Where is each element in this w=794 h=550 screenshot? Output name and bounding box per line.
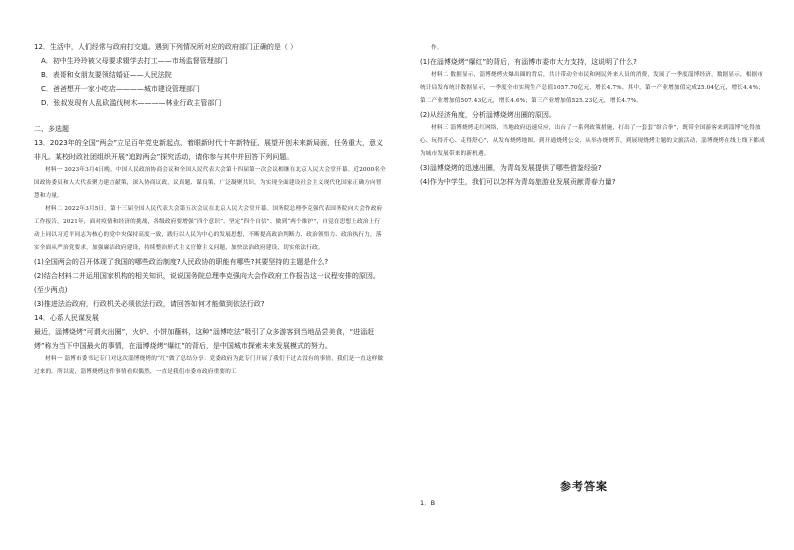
question-13-sub-2: (2)结合材料二并运用国家机构的相关知识，说说国务院总理李克强向大会作政府工作报告这一议程安排的原因。(至少两点) — [34, 272, 380, 294]
question-14-material-1: 材料一 淄博市委书记专门对这次淄博烧烤的“红”做了总结分享：党委政府为此专门开展了我们干过去没有的事情，我们是一直这样做过来的。所以说，淄博烧烤这件事情看似偶然，一直是我们市委市政府重要的工 — [34, 356, 384, 375]
question-13-intro: 13．2023年的全国“两会”立足百年党史新起点、着眼新时代十年新特征、展望开创未来新局面，任务重大，意义非凡。某校时政社团组织开展“追踪两会”探究活动，请你参与其中并回答下列问题。 — [34, 139, 383, 161]
question-14-sub-2: (2)从经济角度，分析淄博烧烤出圈的原因。 — [420, 111, 556, 119]
answer-1: 1．B — [420, 499, 436, 507]
question-13-material-1: 材料一 2023年3月4日晚，中国人民政治协商会议和全国人民代表大会第十四届第一次会议相继在北京人民大会堂开幕。近2000名全国政协委员和人大代表聚力建言献策，深入协商议政，议真题、谋良策，广泛凝聚共识，为实现全面建设社会主义现代化国家正确方向智慧和力量。 — [34, 167, 386, 199]
question-14-sub-1: (1)在淄博烧烤“爆红”的背后，有淄博市委市大力支持，这说明了什么? — [420, 58, 637, 66]
question-14-material-1-continued: 作。 — [431, 45, 443, 51]
question-13-material-2: 材料二 2022年3月5日，第十三届全国人民代表大会第五次会议在北京人民大会堂开幕。国务院总理李克强代表国务院向大会作政府工作报告。2021年，面对疫情和经济的挑战，各级政府要增强“四个意识”、坚定“四个自信”、做到“两个维护”，自觉在思想上政治上行动上同以习近平同志为核心的党中央保持高度一致，践行以人民为中心的发展思想，不断提高政治判断力、政治领悟力、政治执行力，落实全面从严治党要求，加强廉洁政府建设，持续整治形式主义官僚主义问题，加快法治政府建设，切实依法行政。 — [34, 206, 383, 251]
question-14-title: 14．心系人民谋发展 — [34, 314, 99, 322]
question-12: 12．生活中，人们经常与政府打交道。遇到下列情况所对应的政府部门正确的是（ ） — [34, 43, 298, 51]
question-14-intro: 最近，淄博烧烤“可谓火出圈”，火炉、小饼加蘸料，这种“淄博吃法”吸引了众多游客到当地品尝美食，“进淄赶烤”称为当下中国最火的事情，在淄博烧烤“爆红”的背后，是中国城市探索未来发展模式的努力。 — [34, 328, 375, 350]
option-a: A．初中生玲玲被父母要求辍学去打工——市场监督管理部门 — [41, 57, 228, 65]
option-c: C．爸爸想开一家小吃店————城市建设管理部门 — [41, 85, 200, 93]
question-14-material-2: 材料二 数据显示，淄博烧烤火爆出圈的背后，共计带动全市民和网民外来人员的消费，发展了一季度淄博经济，数据显示，根据市统计局发布统计数据显示，一季度全市实现生产总值1057.70亿元，增长4.7%。其中，第一产业增加值完成25.04亿元，增长4.4%；第二产业增加值507.43亿元，增长4.6%；第三产业增加值525.23亿元，增长4.7%。 — [420, 72, 764, 104]
question-14-material-3: 材料三 淄博烧烤走红网络，当地政府迅速反应，出台了一系列政策措施，打出了一套套“组合拳”，既带全国游客来到淄博“吃得放心、玩得开心、走得舒心”，从发布烧烤地图，到开通烧烤公交，从举办烧烤节，到展现烧烤主题的文旅活动，淄博烧烤在线上线下都成为城市发展带来的新机遇。 — [420, 125, 765, 157]
option-b: B．表哥和女朋友要领结婚证——人民法院 — [41, 71, 172, 79]
question-13-sub-1: (1)全国两会的召开体现了我国的哪些政治制度?人民政协的职能有哪些?其要坚持的主题是什么? — [34, 258, 329, 266]
section-heading-multiple-choice: 二、多选题 — [34, 125, 69, 133]
left-column — [34, 40, 386, 379]
question-13-sub-3: (3)推进法治政府，行政机关必须依法行政，请回答如何才能做到依法行政? — [34, 300, 265, 308]
question-14-sub-4: (4)作为中学生，我们可以怎样为青岛旅游业发展贡献青春力量? — [420, 178, 616, 186]
question-14-sub-3: (3)淄博烧烤的迅速出圈，为青岛发展提供了哪些借鉴经验? — [420, 164, 602, 172]
right-column — [420, 42, 765, 189]
option-d: D．张叔发现有人乱砍滥伐树木————林业行政主管部门 — [41, 99, 222, 107]
answer-key-title: 参考答案 — [560, 480, 608, 493]
